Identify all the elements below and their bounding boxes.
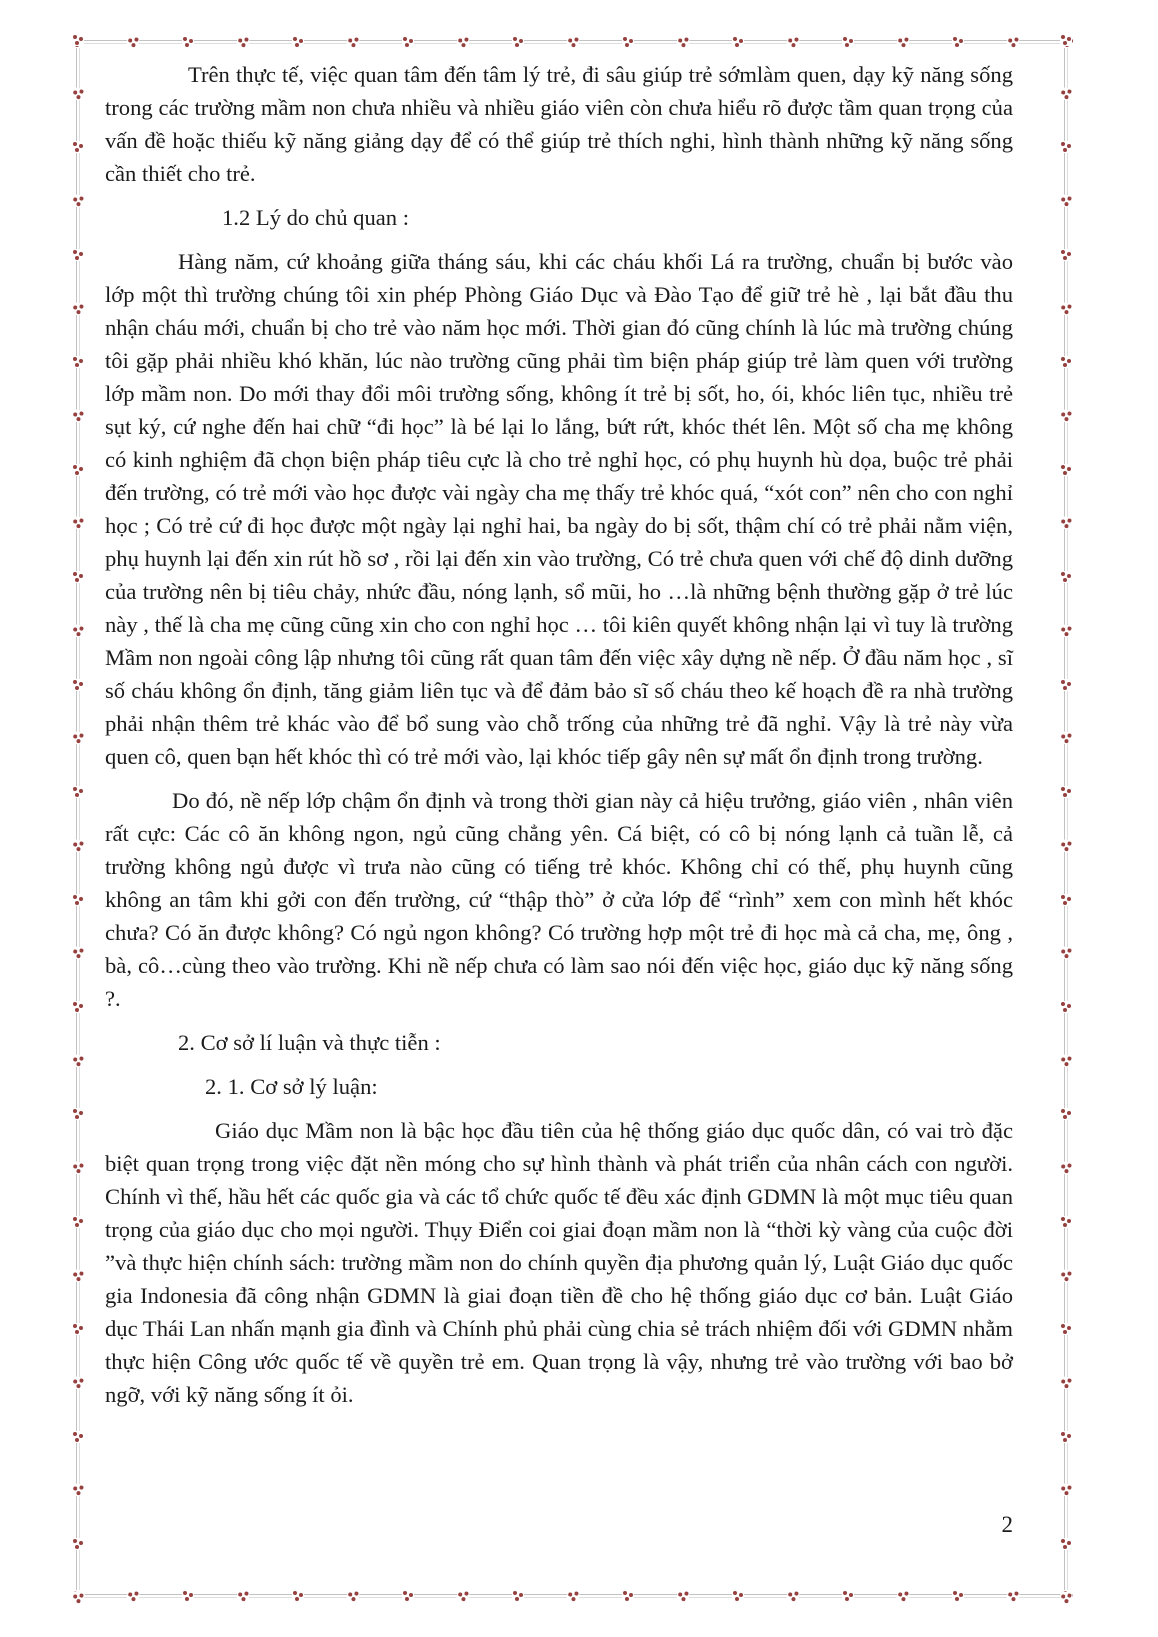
border-ornament-icon [71,194,85,208]
border-ornament-icon [236,1589,250,1603]
border-ornament-icon [126,1589,140,1603]
page-border-top [72,34,1074,50]
border-ornament-icon [1059,409,1073,423]
border-ornament-icon [732,36,744,48]
border-ornament-icon [1059,87,1073,101]
border-ornament-icon [842,1590,854,1602]
heading-subjective-reasons: 1.2 Lý do chủ quan : [222,205,409,230]
border-ornament-icon [71,731,85,745]
border-ornament-icon [72,141,84,153]
border-ornament-icon [732,1590,744,1602]
border-ornament-icon [72,571,84,583]
border-ornament-icon [1059,1054,1073,1068]
border-ornament-icon [1060,141,1072,153]
border-ornament-icon [1060,464,1072,476]
heading-theoretical-basis: 2. Cơ sở lí luận và thực tiễn : [178,1030,441,1055]
border-ornament-icon [1060,249,1072,261]
border-ornament-icon [1006,35,1020,49]
border-ornament-icon [952,1590,964,1602]
page-border-bottom [72,1588,1074,1604]
border-ornament-icon [566,1589,580,1603]
border-ornament-icon [71,1376,85,1390]
document-body [105,58,1013,1411]
border-ornament-icon [1060,1108,1072,1120]
border-ornament-icon [71,1591,85,1605]
border-ornament-icon [292,1590,304,1602]
border-ornament-icon [1060,571,1072,583]
border-ornament-icon [1059,1483,1073,1497]
border-ornament-icon [456,35,470,49]
border-ornament-icon [71,1483,85,1497]
border-ornament-icon [1059,302,1073,316]
border-ornament-icon [71,1161,85,1175]
border-ornament-icon [566,35,580,49]
border-ornament-icon [676,35,690,49]
border-ornament-icon [72,1001,84,1013]
border-ornament-icon [842,36,854,48]
border-ornament-icon [72,1108,84,1120]
border-ornament-icon [1060,34,1072,46]
border-ornament-icon [72,34,84,46]
paragraph-yearly-intake: Hàng năm, cứ khoảng giữa tháng sáu, khi các cháu khối Lá ra trường, chuẩn bị bước vào lớp một thì trường chúng tôi xin phép Phòng Giáo Dục và Đào Tạo để giữ trẻ hè , lại bắt đầu thu nhận cháu mới, chuẩn bị cho trẻ vào năm học mới. Thời gian đó cũng chính là lúc mà trường chúng tôi gặp phải nhiều khó khăn, lúc nào trường cũng phải tìm biện pháp giúp trẻ làm quen với trường lớp mầm non. Do mới thay đổi môi trường sống, không ít trẻ bị sốt, ho, ói, khóc liên tục, nhiều trẻ sụt ký, cứ nghe đến hai chữ “đi học” là bé lại lo lắng, bứt rứt, khóc thét lên. Một số cha mẹ không có kinh nghiệm đã chọn biện pháp tiêu cực là cho trẻ nghỉ học, có phụ huynh hù dọa, buộc trẻ phải đến trường, có trẻ mới vào học được vài ngày cha mẹ thấy trẻ khóc quá, “xót con” nên cho con nghỉ học ; Có trẻ cứ đi học được một ngày lại nghỉ hai, ba ngày do bị sốt, thậm chí có trẻ phải nằm viện, phụ huynh lại đến xin rút hồ sơ , rồi lại đến xin vào trường, Có trẻ chưa quen với chế độ dinh dưỡng của trường nên bị tiêu chảy, nhức đầu, nóng lạnh, sổ mũi, ho …là những bệnh thường gặp ở trẻ lúc này , thế là cha mẹ cũng cũng xin cho con nghỉ học … tôi kiên quyết không nhận lại vì tuy là trường Mầm non ngoài công lập nhưng tôi cũng rất quan tâm đến việc xây dựng nề nếp. Ở đầu năm học , sĩ số cháu không ổn định, tăng giảm liên tục và để đảm bảo sĩ số cháu theo kế hoạch đề ra nhà trường phải nhận thêm trẻ khác vào để bổ sung vào chỗ trống của những trẻ đã nghỉ. Vậy là trẻ này vừa quen cô, quen bạn hết khóc thì có trẻ mới vào, lại khóc tiếp gây nên sự mất ổn định trong trường. [105,249,1013,769]
page-border-right [1058,34,1074,1604]
border-ornament-icon [1006,1589,1020,1603]
border-ornament-icon [1060,679,1072,691]
border-ornament-icon [1060,786,1072,798]
border-ornament-icon [1059,1591,1073,1605]
border-ornament-icon [236,35,250,49]
border-ornament-icon [71,302,85,316]
border-ornament-icon [402,1590,414,1602]
border-ornament-icon [292,36,304,48]
border-ornament-icon [1059,731,1073,745]
border-ornament-icon [72,1323,84,1335]
border-ornament-icon [72,1431,84,1443]
page-border-left [70,34,86,1604]
paragraph-consequence: Do đó, nề nếp lớp chậm ổn định và trong thời gian này cả hiệu trưởng, giáo viên , nhân viên rất cực: Các cô ăn không ngon, ngủ cũng chẳng yên. Cá biệt, có cô bị nóng lạnh cả tuần lễ, cả trường không ngủ được vì trưa nào cũng có tiếng trẻ khóc. Không chỉ có thế, phụ huynh cũng không an tâm khi gởi con đến trường, cứ “thập thò” ở cửa lớp để “rình” xem con mình hết khóc chưa? Có ăn được không? Có ngủ ngon không? Có trường hợp một trẻ đi học mà cả cha, mẹ, ông , bà, cô…cùng theo vào trường. Khi nề nếp chưa có làm sao nói đến việc học, giáo dục kỹ năng sống ?. [105,788,1013,1011]
border-ornament-icon [1059,1376,1073,1390]
border-ornament-icon [71,1269,85,1283]
border-ornament-icon [72,786,84,798]
border-ornament-icon [1060,356,1072,368]
border-ornament-icon [512,1590,524,1602]
border-ornament-icon [71,839,85,853]
paragraph-theory: Giáo dục Mầm non là bậc học đầu tiên của hệ thống giáo dục quốc dân, có vai trò đặc biệt quan trọng trong việc đặt nền móng cho sự hình thành và phát triển của nhân cách con người. Chính vì thế, hầu hết các quốc gia và các tổ chức quốc tế đều xác định GDMN là một mục tiêu quan trọng của giáo dục cho mọi người. Thụy Điển coi giai đoạn mầm non là “thời kỳ vàng của cuộc đời ”và thực hiện chính sách: trường mầm non do chính quyền địa phương quản lý, Luật Giáo dục quốc gia Indonesia đã công nhận GDMN là giai đoạn tiền đề cho hệ thống giáo dục cơ bản. Luật Giáo dục Thái Lan nhấn mạnh gia đình và Chính phủ phải cùng chia sẻ trách nhiệm đối với GDMN nhằm thực hiện Công ước quốc tế về quyền trẻ em. Quan trọng là vậy, nhưng trẻ vào trường với bao bở ngỡ, với kỹ năng sống ít ỏi. [105,1118,1013,1407]
border-ornament-icon [456,1589,470,1603]
border-ornament-icon [71,409,85,423]
border-ornament-icon [71,1054,85,1068]
border-ornament-icon [896,1589,910,1603]
border-ornament-icon [72,249,84,261]
border-ornament-icon [1060,1216,1072,1228]
border-ornament-icon [1059,839,1073,853]
heading-theory-subsection: 2. 1. Cơ sở lý luận: [205,1074,378,1099]
border-ornament-icon [1059,946,1073,960]
border-ornament-icon [1059,194,1073,208]
border-ornament-icon [1060,1001,1072,1013]
page-number: 2 [1001,1512,1013,1537]
border-ornament-icon [786,1589,800,1603]
border-ornament-icon [676,1589,690,1603]
border-ornament-icon [182,36,194,48]
border-ornament-icon [1060,1538,1072,1550]
border-ornament-icon [1060,894,1072,906]
border-ornament-icon [71,517,85,531]
border-ornament-icon [1060,1323,1072,1335]
border-ornament-icon [72,464,84,476]
border-ornament-icon [182,1590,194,1602]
border-ornament-icon [402,36,414,48]
border-ornament-icon [72,356,84,368]
border-ornament-icon [1059,1161,1073,1175]
border-ornament-icon [72,894,84,906]
border-ornament-icon [126,35,140,49]
border-ornament-icon [622,1590,634,1602]
border-ornament-icon [72,1538,84,1550]
border-ornament-icon [786,35,800,49]
border-ornament-icon [1059,517,1073,531]
border-ornament-icon [71,946,85,960]
border-ornament-icon [1059,1269,1073,1283]
border-ornament-icon [512,36,524,48]
border-ornament-icon [1059,624,1073,638]
border-ornament-icon [896,35,910,49]
border-ornament-icon [346,35,360,49]
border-ornament-icon [346,1589,360,1603]
border-ornament-icon [71,624,85,638]
border-ornament-icon [71,87,85,101]
border-ornament-icon [952,36,964,48]
border-ornament-icon [1060,1431,1072,1443]
border-ornament-icon [72,679,84,691]
border-ornament-icon [622,36,634,48]
paragraph-reality: Trên thực tế, việc quan tâm đến tâm lý trẻ, đi sâu giúp trẻ sớmlàm quen, dạy kỹ năng sống trong các trường mầm non chưa nhiều và nhiều giáo viên còn chưa hiểu rõ được tầm quan trọng của vấn đề hoặc thiếu kỹ năng giảng dạy để có thể giúp trẻ thích nghi, hình thành những kỹ năng sống cần thiết cho trẻ. [105,62,1013,186]
border-ornament-icon [72,1216,84,1228]
